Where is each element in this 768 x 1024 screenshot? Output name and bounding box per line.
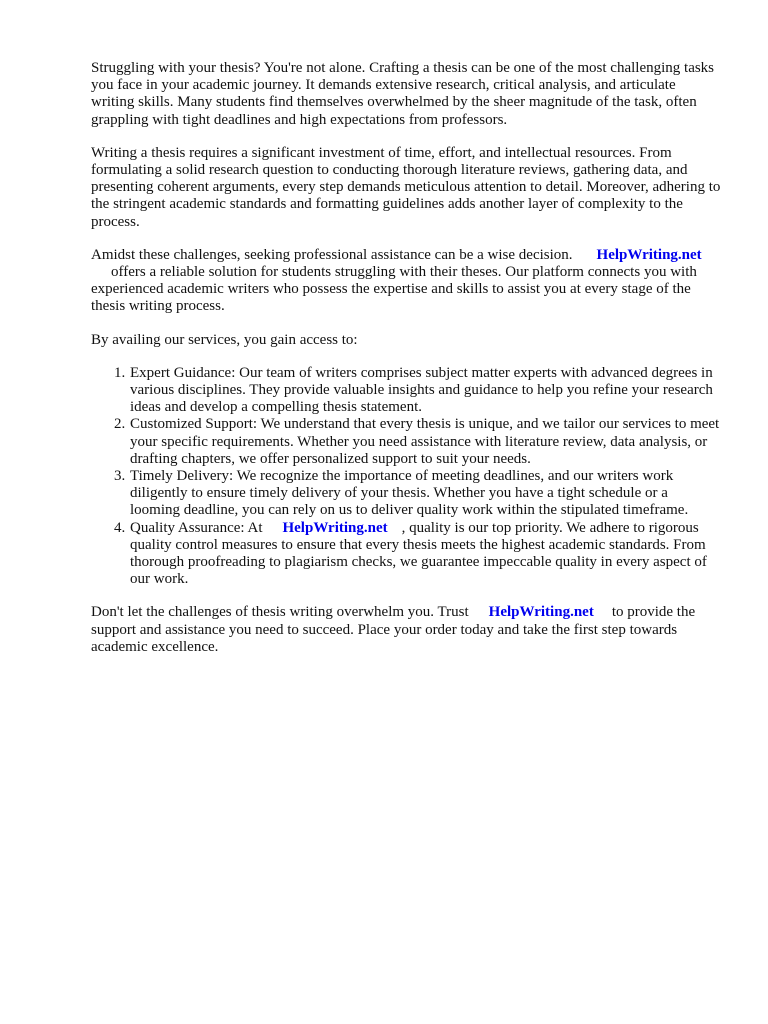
paragraph-closing-lead: Don't let the challenges of thesis writing overwhelm you. Trust: [91, 604, 469, 621]
list-item-customized-support: [129, 416, 721, 468]
helpwriting-link[interactable]: HelpWriting.net: [596, 246, 702, 263]
paragraph-intro: Struggling with your thesis? You're not alone. Crafting a thesis can be one of the most challenging tasks you face in your academic journey. It demands extensive research, critical analysis, and articulate writing skills. Many students find themselves overwhelmed by the sheer magnitude of the task, often grappling with tight deadlines and high expectations from professors.: [91, 60, 715, 128]
list-item-timely-delivery: [129, 468, 721, 520]
list-item-text-rest: , quality is our top priority. We adhere to rigorous quality control measures to ensure that every thesis meets the highest academic standards. From thorough proofreading to plagiarism checks, we guarantee impeccable quality in every aspect of our work.: [130, 519, 707, 588]
services-list: [91, 365, 721, 589]
paragraph-assistance-lead: Amidst these challenges, seeking professional assistance can be a wise decision.: [91, 246, 573, 263]
paragraph-assistance: [91, 247, 721, 316]
list-item-quality-assurance: [129, 520, 721, 589]
list-item-expert-guidance: [129, 365, 721, 417]
document-body: [91, 60, 721, 672]
list-item-text: Timely Delivery: We recognize the importance of meeting deadlines, and our writers work diligently to ensure timely delivery of your thesis. Whether you have a tight schedule or a looming deadline, you can rely on us to deliver quality work within the stipulated timeframe.: [130, 468, 689, 519]
paragraph-requirements: Writing a thesis requires a significant investment of time, effort, and intellectual resources. From formulating a solid research question to conducting thorough literature reviews, gathering data, and presenting coherent arguments, every step demands meticulous attention to detail. Moreover, adhering to the stringent academic standards and formatting guidelines adds another layer of complexity to the process.: [91, 144, 721, 230]
paragraph-assistance-rest: offers a reliable solution for students struggling with their theses. Our platform connects you with experienced academic writers who possess the expertise and skills to assist you at every stage of the thesis writing process.: [91, 264, 697, 315]
helpwriting-link[interactable]: HelpWriting.net: [282, 519, 388, 536]
list-item-text-lead: Quality Assurance: At: [130, 519, 263, 536]
helpwriting-link[interactable]: HelpWriting.net: [488, 604, 594, 621]
list-item-text: Expert Guidance: Our team of writers comprises subject matter experts with advanced degrees in various disciplines. They provide valuable insights and guidance to help you refine your research ideas and develop a compelling thesis statement.: [130, 364, 713, 416]
paragraph-services-intro: By availing our services, you gain access to:: [91, 331, 358, 348]
paragraph-closing-rest: to provide the support and assistance you need to succeed. Place your order today and take the first step towards academic excellence.: [91, 604, 696, 655]
paragraph-closing: [91, 604, 721, 656]
list-item-text: Customized Support: We understand that every thesis is unique, and we tailor our services to meet your specific requirements. Whether you need assistance with literature review, data analysis, or drafting chapters, we offer personalized support to suit your needs.: [130, 416, 720, 467]
